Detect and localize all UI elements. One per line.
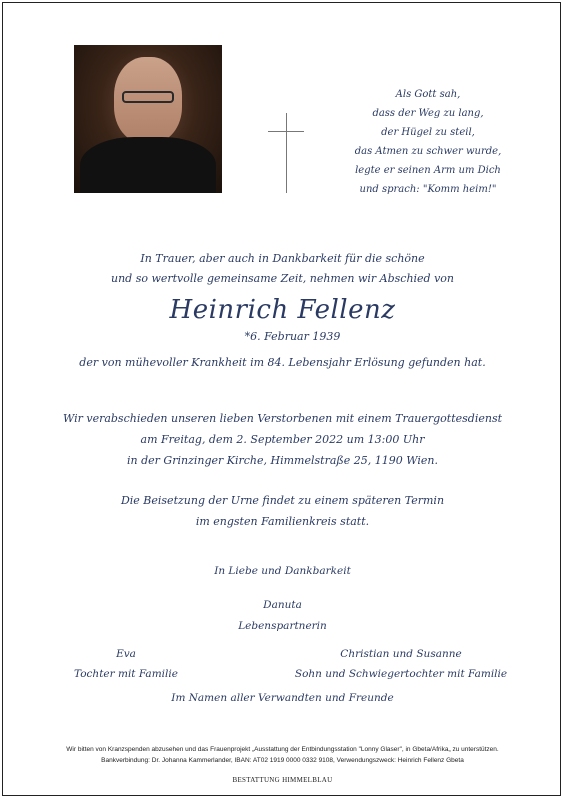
poem-line: Als Gott sah, bbox=[395, 89, 461, 100]
burial-line: Die Beisetzung der Urne findet zu einem späteren Termin bbox=[120, 494, 445, 507]
partner-name: Danuta bbox=[263, 599, 302, 611]
donation-note bbox=[3, 744, 562, 766]
deceased-name: Heinrich Fellenz bbox=[169, 295, 396, 325]
relatives-line: Im Namen aller Verwandten und Freunde bbox=[171, 692, 394, 704]
portrait-glasses bbox=[122, 91, 174, 103]
burial-line: im engsten Familienkreis statt. bbox=[195, 515, 370, 528]
partner-role: Lebenspartnerin bbox=[238, 620, 327, 632]
portrait-body bbox=[80, 137, 216, 193]
poem bbox=[333, 85, 523, 199]
death-line: der von mühevoller Krankheit im 84. Lebensjahr Erlösung gefunden hat. bbox=[79, 356, 486, 369]
burial-text bbox=[3, 490, 562, 532]
birth-date: *6. Februar 1939 bbox=[244, 330, 341, 343]
obituary-page bbox=[2, 2, 561, 796]
footer-line: Bankverbindung: Dr. Johanna Kammerlander, IBAN: AT02 1919 0000 0332 9108, Verwendungszweck: Heinrich Fellenz Gbeta bbox=[101, 757, 464, 764]
right-family-role: Sohn und Schwiegertochter mit Familie bbox=[294, 668, 508, 680]
service-line: in der Grinzinger Kirche, Himmelstraße 25, 1190 Wien. bbox=[127, 454, 438, 467]
left-family-role: Tochter mit Familie bbox=[74, 668, 178, 680]
left-family-name: Eva bbox=[116, 648, 136, 660]
service-line: am Freitag, dem 2. September 2022 um 13:00 Uhr bbox=[140, 433, 425, 446]
poem-line: und sprach: "Komm heim!" bbox=[359, 184, 497, 195]
poem-line: der Hügel zu steil, bbox=[381, 127, 475, 138]
portrait-photo bbox=[74, 45, 222, 193]
footer-line: Wir bitten von Kranzspenden abzusehen und das Frauenprojekt „Ausstattung der Entbindungsstation "Lonny Glaser", in Gbeta/Afrika„ zu unterstützen. bbox=[66, 746, 499, 753]
service-line: Wir verabschieden unseren lieben Verstorbenen mit einem Trauergottesdienst bbox=[62, 412, 503, 425]
right-family-name: Christian und Susanne bbox=[340, 648, 462, 660]
poem-line: dass der Weg zu lang, bbox=[372, 108, 484, 119]
intro-text bbox=[3, 249, 562, 289]
left-family-block bbox=[0, 644, 256, 684]
right-family-block bbox=[271, 644, 531, 684]
closing-line: In Liebe und Dankbarkeit bbox=[214, 565, 351, 577]
funeral-home-brand: BESTATTUNG HIMMELBLAU bbox=[232, 776, 333, 784]
intro-line: In Trauer, aber auch in Dankbarkeit für die schöne bbox=[140, 252, 425, 265]
intro-line: und so wertvolle gemeinsame Zeit, nehmen wir Abschied von bbox=[110, 272, 455, 285]
poem-line: das Atmen zu schwer wurde, bbox=[354, 146, 502, 157]
service-text bbox=[3, 408, 562, 471]
partner-block bbox=[3, 595, 562, 637]
poem-line: legte er seinen Arm um Dich bbox=[355, 165, 501, 176]
